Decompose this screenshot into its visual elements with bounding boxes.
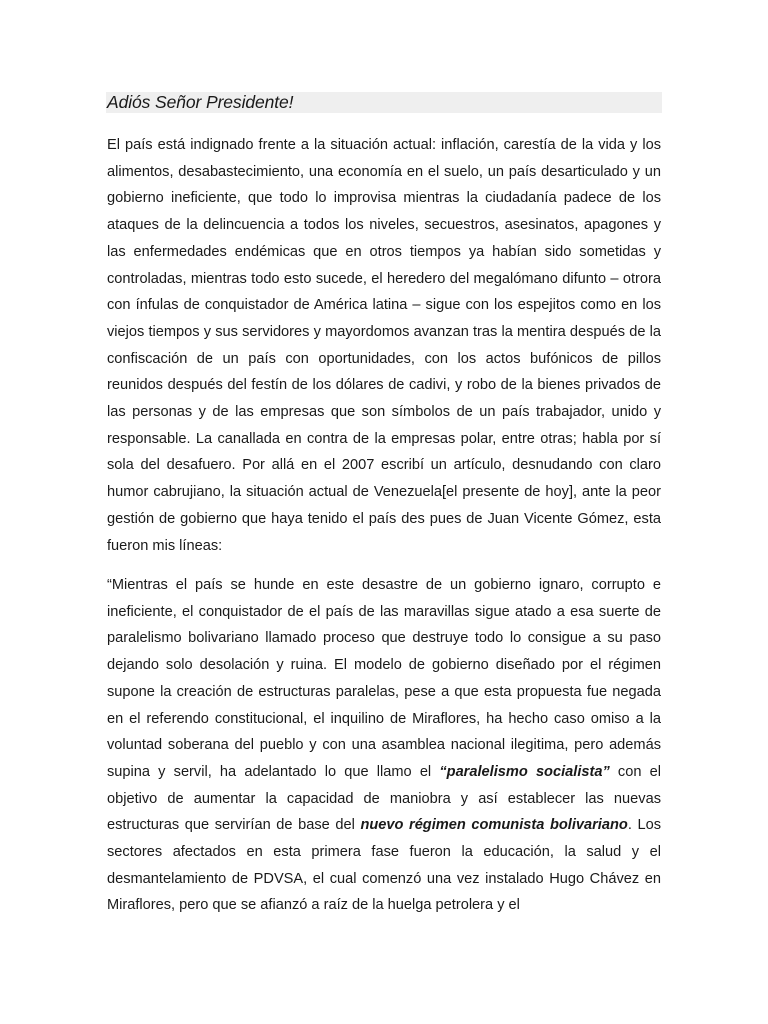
paragraph-2-text-2: con el objetivo de aumentar la capacidad de maniobra y así establecer las nuevas estructuras que servirían de base del xyxy=(107,763,661,834)
emphasis-paralelismo-socialista: “paralelismo socialista” xyxy=(439,763,610,780)
paragraph-2-text-3: . Los sectores afectados en esta primera fase fueron la educación, la salud y el desmantelamiento de PDVSA, el cual comenzó una vez instalado Hugo Chávez en Miraflores, pero que se afianzó a raíz de la huelga petrolera y el xyxy=(107,817,661,914)
document-title: Adiós Señor Presidente! xyxy=(107,92,294,112)
paragraph-2-text-1: “Mientras el país se hunde en este desastre de un gobierno ignaro, corrupto e ineficiente, el conquistador de el país de las maravillas sigue atado a esa suerte de paralelismo bolivariano llamado proceso que destruye todo lo consigue a su paso dejando solo desolación y ruina. El modelo de gobierno diseñado por el régimen supone la creación de estructuras paralelas, pese a que esta propuesta fue negada en el referendo constitucional, el inquilino de Miraflores, ha hecho caso omiso a la voluntad soberana del pueblo y con una asamblea nacional ilegitima, pero además supina y servil, ha adelantado lo que llamo el xyxy=(107,577,661,780)
paragraph-2 xyxy=(107,572,661,919)
emphasis-nuevo-regimen: nuevo régimen comunista bolivariano xyxy=(360,817,628,834)
paragraph-1: El país está indignado frente a la situación actual: inflación, carestía de la vida y los alimentos, desabastecimiento, una economía en el suelo, un país desarticulado y un gobierno ineficiente, que todo lo improvisa mientras la ciudadanía padece de los ataques de la delincuencia a todos los niveles, secuestros, asesinatos, apagones y las enfermedades endémicas que en otros tiempos ya habían sido sometidas y controladas, mientras todo esto sucede, el heredero del megalómano difunto – otrora con ínfulas de conquistador de América latina – sigue con los espejitos como en los viejos tiempos y sus servidores y mayordomos avanzan tras la mentira después de la confiscación de un país con oportunidades, con los actos bufónicos de pillos reunidos después del festín de los dólares de cadivi, y robo de la bienes privados de las personas y de las empresas que son símbolos de un país trabajador, unido y responsable. La canallada en contra de la empresas polar, entre otras; habla por sí sola del desafuero. Por allá en el 2007 escribí un artículo, desnudando con claro humor cabrujiano, la situación actual de Venezuela[el presente de hoy], ante la peor gestión de gobierno que haya tenido el país des pues de Juan Vicente Gómez, esta fueron mis líneas: xyxy=(107,137,661,554)
